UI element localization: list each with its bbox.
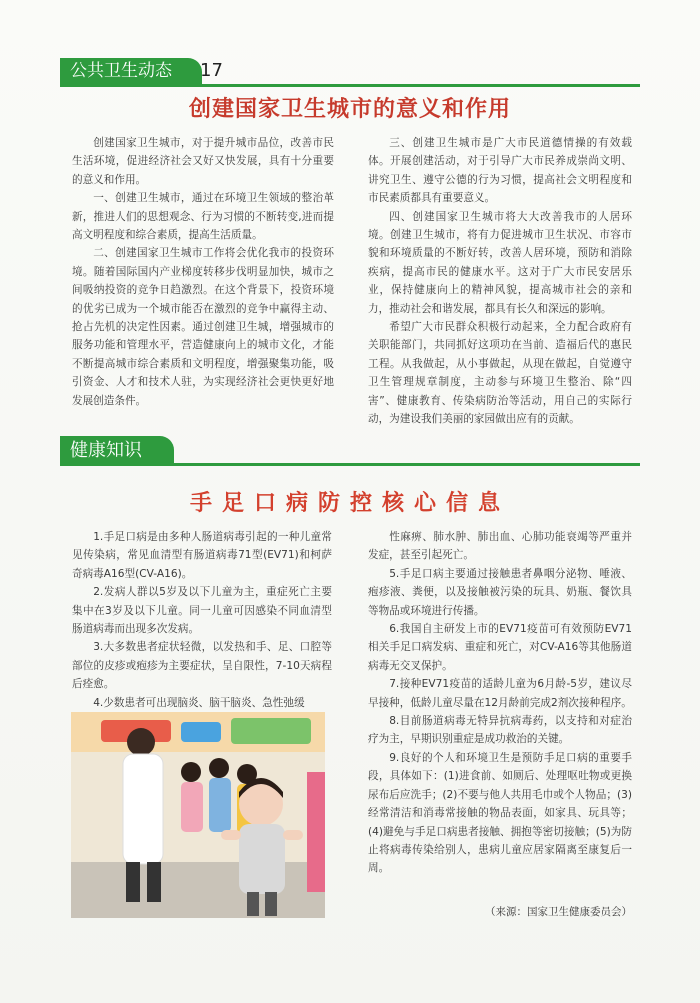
paragraph: 性麻痹、肺水肿、肺出血、心肺功能衰竭等严重并发症，甚至引起死亡。	[368, 531, 632, 562]
article2-right-column	[368, 528, 632, 878]
page-number: 17	[200, 60, 223, 81]
article1-right-column	[368, 134, 632, 429]
paragraph: 1.手足口病是由多种人肠道病毒引起的一种儿童常见传染病，常见血清型有肠道病毒71型(EV71)和柯萨奇病毒A16型(CV-A16)。	[72, 531, 332, 580]
page-header	[60, 58, 640, 86]
article1-left-column	[72, 134, 334, 410]
article2-title: 手足口病防控核心信息	[189, 491, 510, 516]
paragraph: 3.大多数患者症状轻微，以发热和手、足、口腔等部位的皮疹或疱疹为主要症状，呈自限性，7-10天病程后痊愈。	[72, 641, 332, 691]
paragraph: 7.接种EV71疫苗的适龄儿童为6月龄-5岁，建议尽早接种，低龄儿童尽量在12月龄前完成2剂次接种程序。	[368, 678, 632, 709]
paragraph: 2.发病人群以5岁及以下儿童为主，重症死亡主要集中在3岁及以下儿童。同一儿童可因感染不同血清型肠道病毒而出现多次发病。	[72, 586, 332, 636]
paragraph: 三、创建卫生城市是广大市民道德情操的有效载体。开展创建活动，对于引导广大市民养成崇尚文明、讲究卫生、遵守公德的行为习惯，提高社会文明程度和市民素质都具有重要意义。	[368, 137, 632, 205]
paragraph: 8.目前肠道病毒无特异抗病毒药，以支持和对症治疗为主，早期识别重症是成功救治的关键。	[368, 715, 632, 746]
section-tab: 公共卫生动态	[60, 58, 202, 84]
paragraph: 希望广大市民群众积极行动起来，全力配合政府有关职能部门，共同抓好这项功在当前、造福后代的惠民工程。从我做起，从小事做起，从现在做起，自觉遵守卫生管理规章制度，主动参与环境卫生整治、除“四害”、健康教育、传染病防治等活动，用自己的实际行动，为建设我们美丽的家园做出应有的贡献。	[368, 321, 632, 426]
paragraph: 9.良好的个人和环境卫生是预防手足口病的重要手段，具体如下：(1)进食前、如厕后、处理呕吐物或更换尿布后应洗手；(2)不要与他人共用毛巾或个人物品；(3)经常清洁和消毒常接触的物品表面，如家具、玩具等；(4)避免与手足口病患者接触、拥抱等密切接触；(5)为防止将病毒传染给别人，患病儿童应居家隔离至康复后一周。	[368, 751, 632, 875]
paragraph: 5.手足口病主要通过接触患者鼻咽分泌物、唾液、疱疹液、粪便，以及接触被污染的玩具、奶瓶、餐饮具等物品或环境进行传播。	[368, 567, 632, 617]
paragraph: 创建国家卫生城市，对于提升城市品位，改善市民生活环境，促进经济社会又好又快发展，具有十分重要的意义和作用。	[72, 137, 334, 186]
article1-title: 创建国家卫生城市的意义和作用	[188, 97, 511, 122]
paragraph: 四、创建国家卫生城市将大大改善我市的人居环境。创建卫生城市，将有力促进城市卫生状况、市容市貌和环境质量的不断好转，改善人居环境，预防和消除疾病，提高市民的健康水平。这对于广大市民安居乐业，保持健康向上的精神风貌，提高城市社会的亲和力，推动社会和谐发展，都具有长久和深远的影响。	[368, 210, 632, 315]
source-note: （来源：国家卫生健康委员会）	[485, 906, 632, 918]
header-divider	[60, 84, 640, 87]
paragraph: 二、创建国家卫生城市工作将会优化我市的投资环境。随着国际国内产业梯度转移步伐明显加快，城市之间吸纳投资的竞争日趋激烈。在这个背景下，投资环境的优劣已成为一个城市能否在激烈的竞争中赢得主动、抢占先机的决定性因素。通过创建卫生城，增强城市的服务功能和管理水平，营造健康向上的城市文化，才能不断提高城市综合素质和文明程度，增强聚集功能，吸引资金、人才和技术人驻，为实现经济社会更快更好地发展创造条件。	[72, 247, 334, 407]
health-section-tab: 健康知识	[60, 436, 174, 466]
health-section-header	[60, 434, 640, 466]
photo-illustration	[71, 712, 325, 918]
article2-left-column	[72, 528, 332, 712]
paragraph: 一、创建卫生城市，通过在环境卫生领域的整治革新，推进人们的思想观念、行为习惯的不断转变,进而提高文明程度和综合素质，提高生活质量。	[72, 192, 334, 242]
children-photo	[71, 712, 325, 918]
section-divider	[60, 463, 640, 466]
paragraph: 4.少数患者可出现脑炎、脑干脑炎、急性弛缓	[93, 696, 305, 709]
paragraph: 6.我国自主研发上市的EV71疫苗可有效预防EV71相关手足口病发病、重症和死亡，对CV-A16等其他肠道病毒无交叉保护。	[368, 623, 632, 672]
